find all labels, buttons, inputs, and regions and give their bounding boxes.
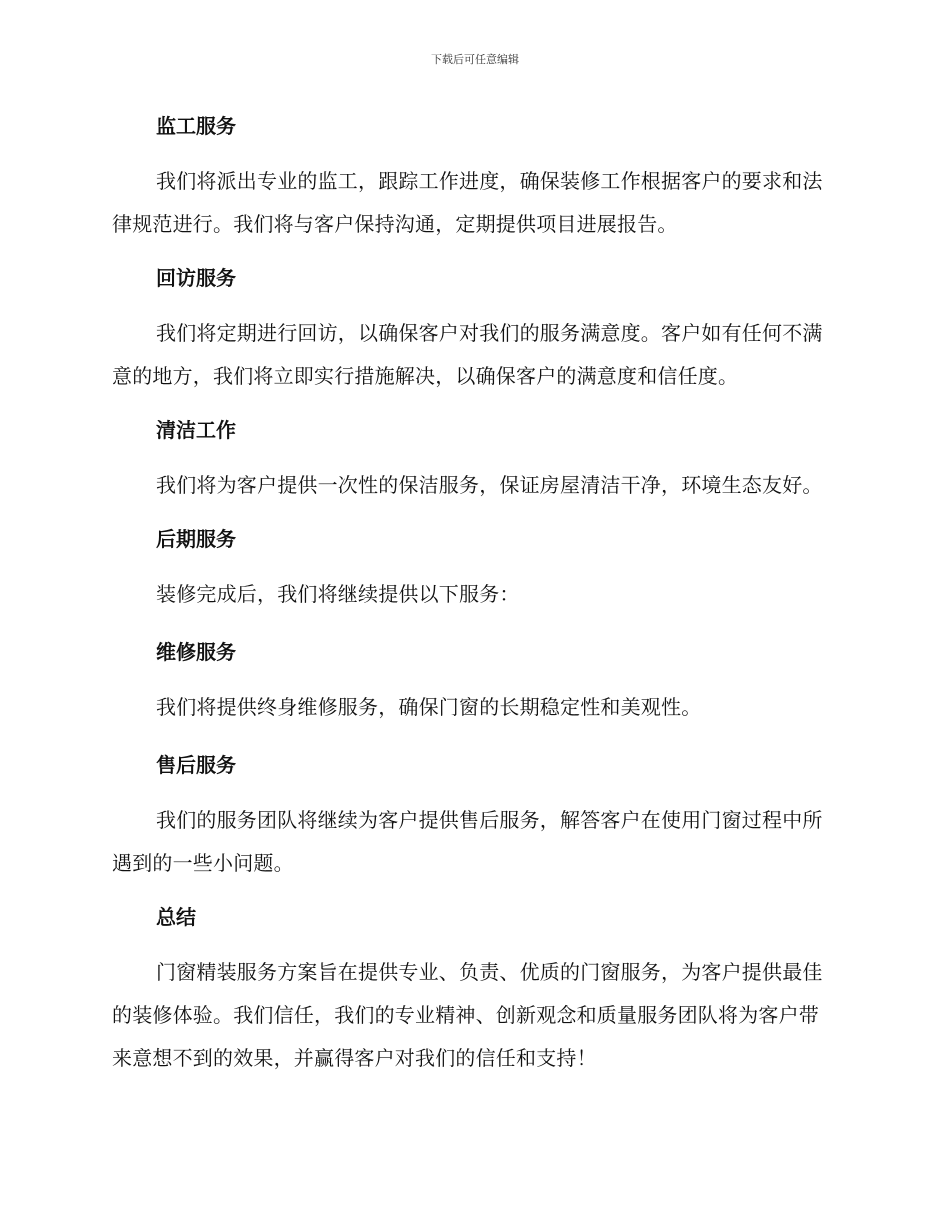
section-heading: 回访服务 <box>156 266 236 290</box>
section-paragraph: 装修完成后，我们将继续提供以下服务： <box>156 582 520 606</box>
section-maintenance <box>112 632 834 729</box>
section-heading: 监工服务 <box>156 114 236 138</box>
section-after-service <box>112 519 834 616</box>
section-supervision <box>112 106 834 246</box>
section-heading: 总结 <box>156 905 196 929</box>
section-paragraph: 我们将为客户提供一次性的保洁服务，保证房屋清洁干净，环境生态友好。 <box>156 473 823 497</box>
section-paragraph: 我们的服务团队将继续为客户提供售后服务，解答客户在使用门窗过程中所遇到的一些小问题。 <box>112 808 823 875</box>
section-paragraph: 门窗精装服务方案旨在提供专业、负责、优质的门窗服务，为客户提供最佳的装修体验。我们信任，我们的专业精神、创新观念和质量服务团队将为客户带来意想不到的效果，并赢得客户对我们的信任和支持！ <box>112 960 823 1070</box>
section-heading: 清洁工作 <box>156 418 236 442</box>
section-heading: 维修服务 <box>156 640 236 664</box>
section-after-sales <box>112 745 834 885</box>
section-paragraph: 我们将定期进行回访，以确保客户对我们的服务满意度。客户如有任何不满意的地方，我们将立即实行措施解决，以确保客户的满意度和信任度。 <box>112 321 823 388</box>
section-follow-up <box>112 258 834 398</box>
section-heading: 售后服务 <box>156 753 236 777</box>
section-summary <box>112 897 834 1080</box>
section-paragraph: 我们将派出专业的监工，跟踪工作进度，确保装修工作根据客户的要求和法律规范进行。我们将与客户保持沟通，定期提供项目进展报告。 <box>112 169 823 236</box>
page-header: 下载后可任意编辑 <box>431 53 519 66</box>
section-heading: 后期服务 <box>156 527 236 551</box>
section-paragraph: 我们将提供终身维修服务，确保门窗的长期稳定性和美观性。 <box>156 695 702 719</box>
document-body <box>112 106 834 1092</box>
section-cleaning <box>112 410 834 507</box>
